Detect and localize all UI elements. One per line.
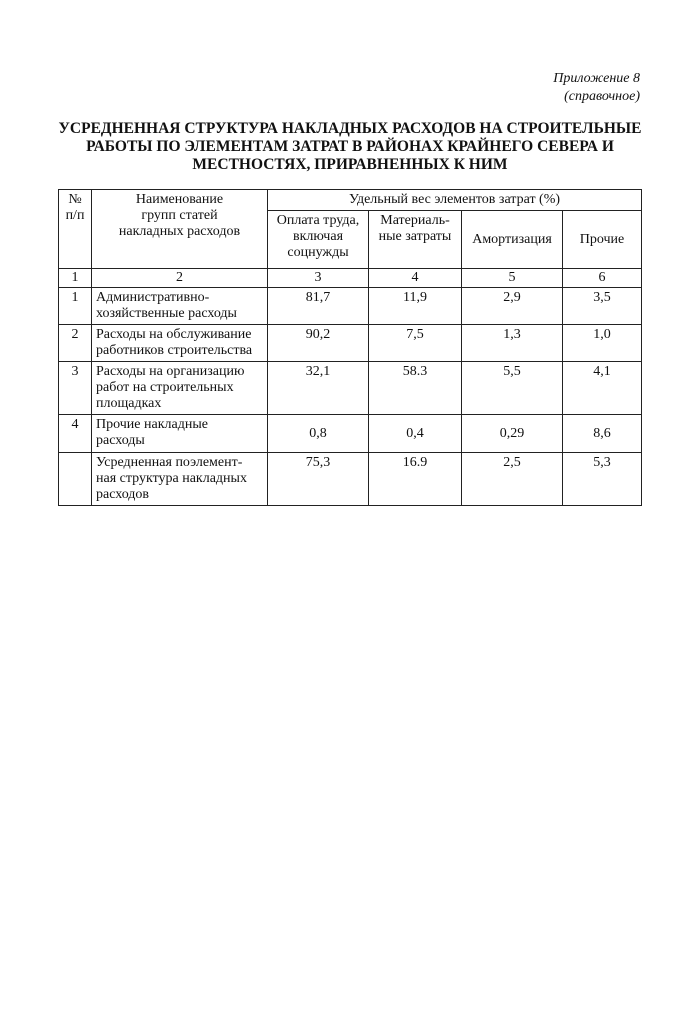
row-materials: 16.9 <box>369 453 462 506</box>
row-name-line: работников строительства <box>96 343 253 358</box>
header-name-line-2: групп статей <box>141 208 218 223</box>
row-labor: 81,7 <box>268 288 369 325</box>
row-name-line: расходов <box>96 487 150 502</box>
row-amortization: 5,5 <box>462 362 563 415</box>
column-index: 2 <box>92 269 268 288</box>
table-row <box>59 362 642 415</box>
column-index-row <box>59 269 642 288</box>
overhead-structure-table <box>58 189 642 506</box>
row-other: 8,6 <box>563 415 642 453</box>
header-name-line-3: накладных расходов <box>118 224 241 239</box>
column-index: 4 <box>369 269 462 288</box>
title-line-2: РАБОТЫ ПО ЭЛЕМЕНТАМ ЗАТРАТ В РАЙОНАХ КРАЙНЕГО СЕВЕРА И <box>86 138 614 155</box>
row-materials: 0,4 <box>369 415 462 453</box>
appendix-label <box>553 70 640 106</box>
table-row <box>59 288 642 325</box>
header-number-line-1: № <box>68 192 82 207</box>
row-name-line: Административно- <box>96 290 210 305</box>
row-amortization: 2,9 <box>462 288 563 325</box>
row-labor: 32,1 <box>268 362 369 415</box>
row-other: 1,0 <box>563 325 642 362</box>
row-materials: 11,9 <box>369 288 462 325</box>
header-labor <box>268 211 369 269</box>
row-name-line: ная структура накладных <box>96 471 247 486</box>
row-number: 4 <box>59 415 92 453</box>
appendix-type: (справочное) <box>564 89 640 104</box>
appendix-number: Приложение 8 <box>553 71 640 86</box>
header-number <box>59 190 92 269</box>
row-amortization: 1,3 <box>462 325 563 362</box>
row-name-line: Расходы на обслуживание <box>96 327 252 342</box>
row-other: 4,1 <box>563 362 642 415</box>
header-other: Прочие <box>563 211 642 269</box>
row-materials: 58.3 <box>369 362 462 415</box>
header-number-line-2: п/п <box>65 208 85 223</box>
row-number: 1 <box>59 288 92 325</box>
row-name <box>92 453 268 506</box>
row-name <box>92 288 268 325</box>
column-index: 3 <box>268 269 369 288</box>
header-labor-line-3: соцнужды <box>287 245 349 260</box>
table-row <box>59 415 642 453</box>
header-name-line-1: Наименование <box>135 192 224 207</box>
row-name-line: Усредненная поэлемент- <box>96 455 243 470</box>
header-name <box>92 190 268 269</box>
row-number: 3 <box>59 362 92 415</box>
row-labor: 75,3 <box>268 453 369 506</box>
row-name-line: площадках <box>96 396 162 411</box>
header-cost-share-group: Удельный вес элементов затрат (%) <box>268 190 642 211</box>
row-name-line: работ на строительных <box>96 380 234 395</box>
column-index: 6 <box>563 269 642 288</box>
header-labor-line-1: Оплата труда, <box>276 213 360 228</box>
header-materials-line-1: Материаль- <box>380 213 450 228</box>
row-labor: 0,8 <box>268 415 369 453</box>
title-line-1: УСРЕДНЕННАЯ СТРУКТУРА НАКЛАДНЫХ РАСХОДОВ НА СТРОИТЕЛЬНЫЕ <box>58 120 642 137</box>
column-index: 5 <box>462 269 563 288</box>
row-materials: 7,5 <box>369 325 462 362</box>
header-labor-line-2: включая <box>292 229 344 244</box>
table-row <box>59 325 642 362</box>
row-amortization: 0,29 <box>462 415 563 453</box>
table-row-total <box>59 453 642 506</box>
row-name-line: Прочие накладные <box>96 417 208 432</box>
row-labor: 90,2 <box>268 325 369 362</box>
title-line-3: МЕСТНОСТЯХ, ПРИРАВНЕННЫХ К НИМ <box>192 156 508 173</box>
row-name <box>92 362 268 415</box>
row-name <box>92 325 268 362</box>
row-name <box>92 415 268 453</box>
header-amortization: Амортизация <box>462 211 563 269</box>
header-materials-line-2: ные затраты <box>378 229 452 244</box>
header-materials <box>369 211 462 269</box>
column-index: 1 <box>59 269 92 288</box>
row-other: 5,3 <box>563 453 642 506</box>
row-name-line: расходы <box>96 433 145 448</box>
row-name-line: Расходы на организацию <box>96 364 245 379</box>
row-other: 3,5 <box>563 288 642 325</box>
row-number: 2 <box>59 325 92 362</box>
document-title <box>40 120 660 174</box>
row-name-line: хозяйственные расходы <box>96 306 237 321</box>
row-amortization: 2,5 <box>462 453 563 506</box>
row-number <box>59 453 92 506</box>
